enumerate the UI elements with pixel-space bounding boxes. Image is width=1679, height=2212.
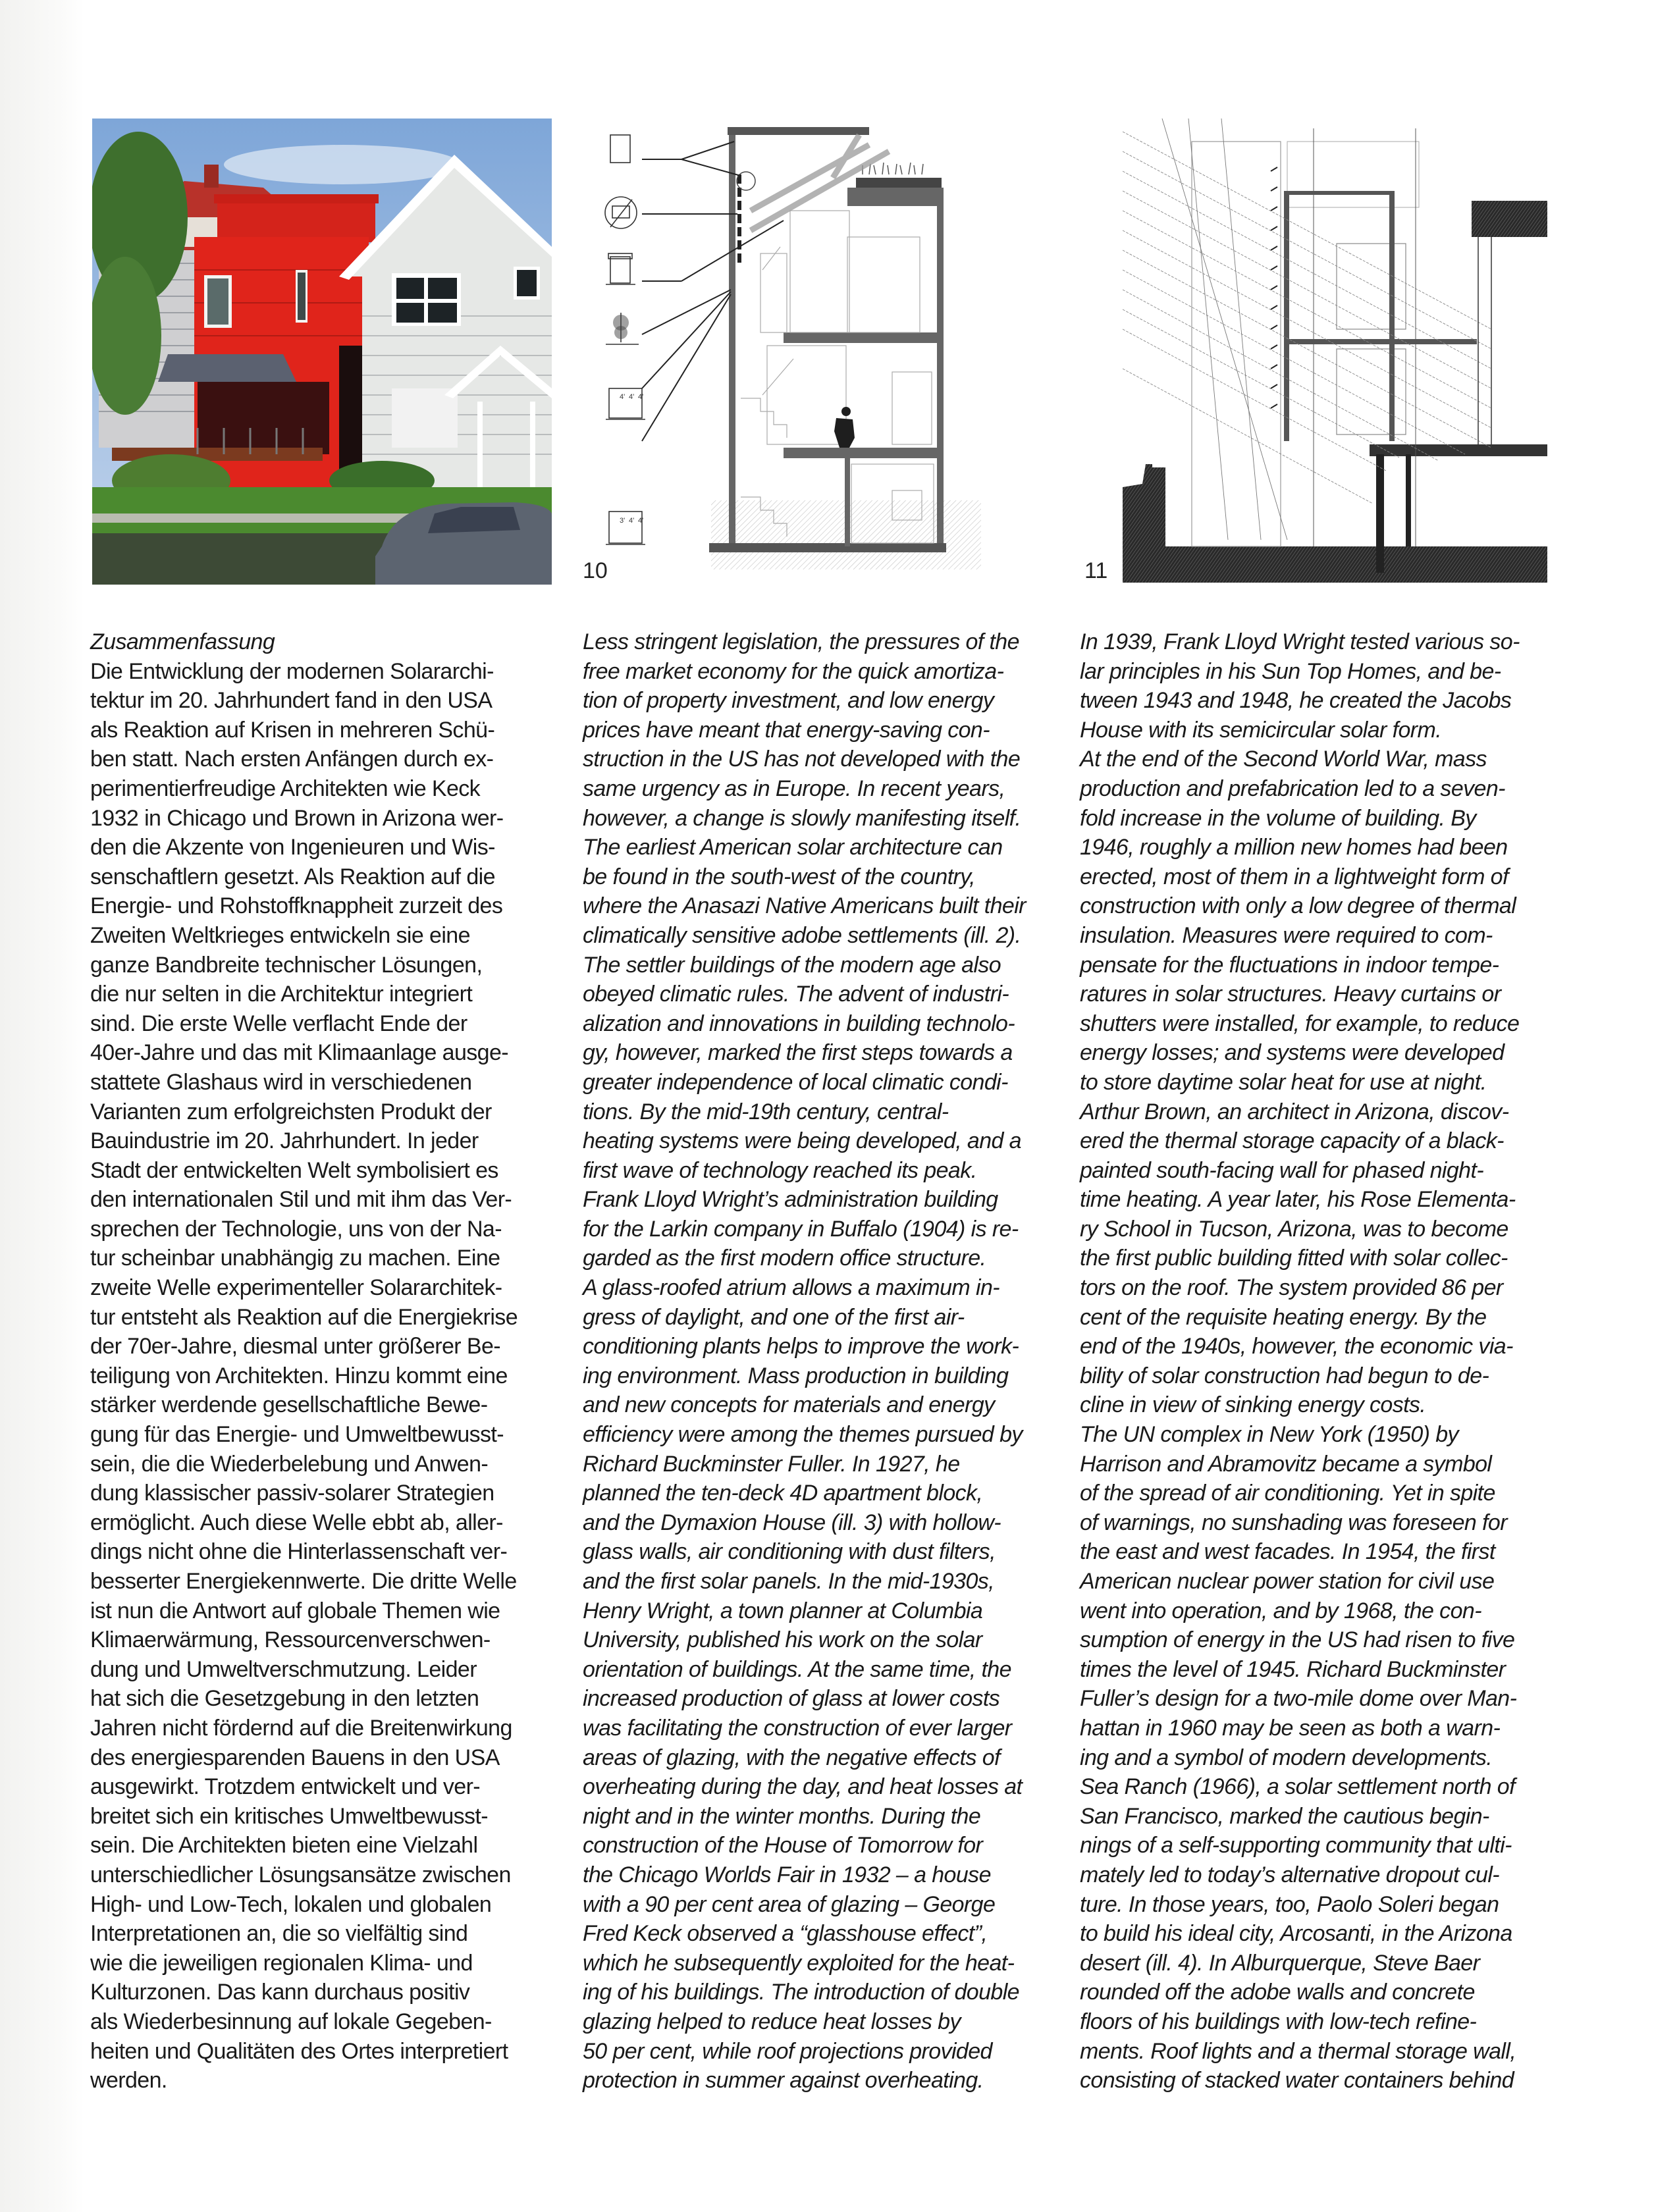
text-line: erected, most of them in a lightweight form of: [1080, 864, 1508, 889]
text-line: same urgency as in Europe. In recent years,: [583, 776, 1005, 801]
text-line: die nur selten in die Architektur integriert: [90, 982, 473, 1007]
text-line: shutters were installed, for example, to reduce: [1080, 1011, 1520, 1036]
text-line: climatically sensitive adobe settlements (ill. 2).: [583, 922, 1021, 948]
text-line: pensate for the fluctuations in indoor tempe-: [1080, 952, 1499, 978]
text-line: time heating. A year later, his Rose Elementa-: [1080, 1187, 1516, 1213]
text-line: energy losses; and systems were developed: [1080, 1040, 1505, 1066]
text-line: protection in summer against overheating.: [583, 2068, 984, 2094]
text-line: conditioning plants helps to improve the work-: [583, 1334, 1019, 1359]
text-line: construction of the House of Tomorrow for: [583, 1833, 983, 1858]
text-line: sprechen der Technologie, uns von der Na-: [90, 1216, 502, 1242]
text-line: greater independence of local climatic condi-: [583, 1069, 1008, 1095]
figure-number-10: 10: [583, 558, 608, 583]
text-line: sumption of energy in the US had risen to five: [1080, 1627, 1515, 1653]
text-line: lar principles in his Sun Top Homes, and be-: [1080, 658, 1501, 684]
text-line: glass walls, air conditioning with dust filters,: [583, 1539, 996, 1565]
text-line: American nuclear power station for civil use: [1080, 1569, 1495, 1594]
text-line: als Reaktion auf Krisen in mehreren Schü-: [90, 717, 495, 743]
text-line: heiten und Qualitäten des Ortes interpretiert: [90, 2038, 508, 2064]
text-line: teiligung von Architekten. Hinzu kommt eine: [90, 1363, 508, 1388]
text-line: of warnings, no sunshading was foreseen for: [1080, 1510, 1507, 1535]
text-line: At the end of the Second World War, mass: [1080, 747, 1487, 772]
text-line: als Wiederbesinnung auf lokale Gegeben-: [90, 2009, 492, 2034]
text-line: garded as the first modern office structure.: [583, 1246, 986, 1271]
text-line: Energie- und Rohstoffknappheit zurzeit des: [90, 893, 503, 919]
text-line: free market economy for the quick amortiza-: [583, 658, 1004, 684]
text-line: orientation of buildings. At the same time, the: [583, 1656, 1011, 1682]
text-line: Bauindustrie im 20. Jahrhundert. In jeder: [90, 1128, 479, 1154]
text-line: hat sich die Gesetzgebung in den letzten: [90, 1686, 479, 1712]
text-line: ered the thermal storage capacity of a black-: [1080, 1128, 1504, 1154]
text-line: senschaftlern gesetzt. Als Reaktion auf die: [90, 864, 495, 889]
text-line: den internationalen Stil und mit ihm das Ver-: [90, 1187, 512, 1213]
house-section-illustration: [602, 122, 1086, 586]
text-line: In 1939, Frank Lloyd Wright tested various so-: [1080, 629, 1520, 654]
text-line: heating systems were being developed, and a: [583, 1128, 1021, 1154]
text-line: was facilitating the construction of ever larger: [583, 1715, 1012, 1741]
scan-edge-shading: [0, 0, 84, 2212]
text-line: areas of glazing, with the negative effects of: [583, 1745, 1000, 1770]
text-line: werden.: [90, 2068, 167, 2094]
text-line: San Francisco, marked the cautious begin-: [1080, 1803, 1489, 1829]
text-line: times the level of 1945. Richard Buckminster: [1080, 1656, 1506, 1682]
text-line: construction with only a low degree of thermal: [1080, 893, 1516, 919]
text-line: night and in the winter months. During the: [583, 1803, 981, 1829]
fig10-dim-bottom-1: 3': [620, 517, 626, 525]
text-line: gy, however, marked the first steps towards a: [583, 1040, 1013, 1066]
text-line: bility of solar construction had begun to de-: [1080, 1363, 1489, 1388]
text-line: sein, die die Wiederbelebung und Anwen-: [90, 1451, 489, 1477]
text-line: consisting of stacked water containers behind: [1080, 2068, 1514, 2094]
text-line: Less stringent legislation, the pressures of the: [583, 629, 1019, 654]
text-line: rounded off the adobe walls and concrete: [1080, 1980, 1475, 2005]
text-line: ing environment. Mass production in building: [583, 1363, 1009, 1388]
building-section-illustration: [1123, 118, 1547, 586]
text-line: gung für das Energie- und Umweltbewusst-: [90, 1422, 504, 1448]
text-line: the first public building fitted with solar collec-: [1080, 1246, 1508, 1271]
text-line: insulation. Measures were required to com-: [1080, 922, 1493, 948]
text-line: first wave of technology reached its peak.: [583, 1157, 977, 1183]
text-line: struction in the US has not developed with the: [583, 747, 1021, 772]
text-line: tween 1943 and 1948, he created the Jacobs: [1080, 688, 1512, 714]
text-line: painted south-facing wall for phased night-: [1080, 1157, 1484, 1183]
text-line: The earliest American solar architecture can: [583, 835, 1003, 860]
text-line: tur scheinbar unabhängig zu machen. Eine: [90, 1246, 500, 1271]
text-line: ing and a symbol of modern developments.: [1080, 1745, 1493, 1770]
houses-photo: [92, 118, 552, 585]
text-line: wie die jeweiligen regionalen Klima- und: [90, 1950, 473, 1976]
text-line: Fred Keck observed a “glasshouse effect”,: [583, 1921, 988, 1947]
text-line: 40er-Jahre und das mit Klimaanlage ausge-: [90, 1040, 508, 1066]
text-line: Interpretationen an, die so vielfältig sind: [90, 1921, 468, 1947]
text-line: glazing helped to reduce heat losses by: [583, 2009, 961, 2034]
text-line: and the first solar panels. In the mid-1930s,: [583, 1569, 995, 1594]
text-line: cent of the requisite heating energy. By the: [1080, 1304, 1487, 1330]
text-line: The settler buildings of the modern age also: [583, 952, 1001, 978]
text-line: and the Dymaxion House (ill. 3) with hollow-: [583, 1510, 1001, 1535]
text-line: of the spread of air conditioning. Yet in spite: [1080, 1481, 1495, 1506]
text-line: Frank Lloyd Wright’s administration building: [583, 1187, 998, 1213]
text-line: ben statt. Nach ersten Anfängen durch ex-: [90, 747, 494, 772]
text-line: tion of property investment, and low energy: [583, 688, 994, 714]
text-line: which he subsequently exploited for the heat-: [583, 1950, 1015, 1976]
fig10-dim-bottom-2: 4': [629, 517, 635, 525]
summary-column-german: [90, 627, 558, 2095]
text-line: 1932 in Chicago und Brown in Arizona wer-: [90, 805, 504, 831]
text-line: unterschiedlicher Lösungsansätze zwischen: [90, 1862, 511, 1887]
text-line: ermöglicht. Auch diese Welle ebbt ab, aller-: [90, 1510, 503, 1535]
text-line: dung klassischer passiv-solarer Strategien: [90, 1481, 494, 1506]
text-line: ry School in Tucson, Arizona, was to become: [1080, 1216, 1508, 1242]
text-line: be found in the south-west of the country,: [583, 864, 975, 889]
text-line: mately led to today’s alternative dropout cul-: [1080, 1862, 1500, 1887]
text-line: hattan in 1960 may be seen as both a warn-: [1080, 1715, 1501, 1741]
text-line: Jahren nicht fördernd auf die Breitenwirkung: [90, 1715, 512, 1741]
right-body: [1080, 627, 1547, 2095]
text-line: nings of a self-supporting community that ulti-: [1080, 1833, 1512, 1858]
text-line: sein. Die Architekten bieten eine Vielzahl: [90, 1833, 478, 1858]
text-line: High- und Low-Tech, lokalen und globalen: [90, 1891, 492, 1917]
text-line: Kulturzonen. Das kann durchaus positiv: [90, 1980, 470, 2005]
text-line: breitet sich ein kritisches Umweltbewusst-: [90, 1803, 488, 1829]
text-line: ganze Bandbreite technischer Lösungen,: [90, 952, 483, 978]
text-line: for the Larkin company in Buffalo (1904) is re-: [583, 1216, 1019, 1242]
text-line: dings nicht ohne die Hinterlassenschaft ver-: [90, 1539, 508, 1565]
text-line: Varianten zum erfolgreichsten Produkt der: [90, 1099, 492, 1124]
text-line: ments. Roof lights and a thermal storage wall,: [1080, 2038, 1516, 2064]
text-line: the Chicago Worlds Fair in 1932 – a house: [583, 1862, 991, 1887]
text-line: Harrison and Abramovitz became a symbol: [1080, 1451, 1492, 1477]
text-line: 1946, roughly a million new homes had been: [1080, 835, 1508, 860]
text-line: Stadt der entwickelten Welt symbolisiert es: [90, 1157, 498, 1183]
houses-photo-illustration: [92, 118, 552, 585]
body-column-middle: [583, 627, 1050, 2095]
text-line: tektur im 20. Jahrhundert fand in den USA: [90, 688, 493, 714]
text-line: went into operation, and by 1968, the con-: [1080, 1598, 1481, 1623]
text-line: the east and west facades. In 1954, the first: [1080, 1539, 1495, 1565]
text-line: to store daytime solar heat for use at night.: [1080, 1069, 1487, 1095]
text-line: where the Anasazi Native Americans built their: [583, 893, 1026, 919]
text-line: ing of his buildings. The introduction of double: [583, 1980, 1019, 2005]
text-line: Fuller’s design for a two-mile dome over Man-: [1080, 1686, 1517, 1712]
text-line: A glass-roofed atrium allows a maximum in-: [583, 1275, 999, 1301]
text-line: University, published his work on the solar: [583, 1627, 982, 1653]
text-line: gress of daylight, and one of the first air-: [583, 1304, 965, 1330]
text-line: end of the 1940s, however, the economic via-: [1080, 1334, 1513, 1359]
house-section-drawing: [602, 122, 1086, 586]
summary-body: [90, 657, 558, 2095]
text-line: ausgewirkt. Trotzdem entwickelt und ver-: [90, 1774, 481, 1800]
building-section-drawing: [1123, 118, 1547, 586]
text-line: The UN complex in New York (1950) by: [1080, 1422, 1458, 1448]
text-line: der 70er-Jahre, diesmal unter größerer Be-: [90, 1334, 500, 1359]
figure-number-11: 11: [1084, 558, 1108, 583]
text-line: Richard Buckminster Fuller. In 1927, he: [583, 1451, 960, 1477]
text-line: Henry Wright, a town planner at Columbia: [583, 1598, 983, 1623]
text-line: floors of his buildings with low-tech refine-: [1080, 2009, 1477, 2034]
middle-body: [583, 627, 1050, 2095]
text-line: prices have meant that energy-saving con-: [583, 717, 990, 743]
text-line: perimentierfreudige Architekten wie Keck: [90, 776, 481, 801]
text-line: increased production of glass at lower costs: [583, 1686, 1000, 1712]
fig10-dim-top-2: 4': [629, 393, 635, 401]
text-line: stattete Glashaus wird in verschiedenen: [90, 1069, 472, 1095]
text-line: and new concepts for materials and energy: [583, 1392, 995, 1418]
text-line: des energiesparenden Bauens in den USA: [90, 1745, 500, 1770]
text-line: ture. In those years, too, Paolo Soleri began: [1080, 1891, 1499, 1917]
text-line: dung und Umweltverschmutzung. Leider: [90, 1656, 477, 1682]
text-line: Sea Ranch (1966), a solar settlement north of: [1080, 1774, 1515, 1800]
text-line: fold increase in the volume of building. By: [1080, 805, 1476, 831]
text-line: desert (ill. 4). In Alburquerque, Steve Baer: [1080, 1950, 1480, 1976]
text-line: ratures in solar structures. Heavy curtains or: [1080, 982, 1501, 1007]
text-line: zweite Welle experimenteller Solararchitek-: [90, 1275, 502, 1301]
text-line: sind. Die erste Welle verflacht Ende der: [90, 1011, 467, 1036]
text-line: Arthur Brown, an architect in Arizona, discov-: [1080, 1099, 1509, 1124]
fig10-dim-bottom-3: 4': [638, 517, 644, 525]
text-line: den die Akzente von Ingenieuren und Wis-: [90, 835, 495, 860]
text-line: cline in view of sinking energy costs.: [1080, 1392, 1426, 1418]
fig10-dim-top-3: 4': [638, 393, 644, 401]
text-line: tions. By the mid-19th century, central-: [583, 1099, 949, 1124]
text-line: production and prefabrication led to a seven-: [1080, 776, 1505, 801]
text-line: 50 per cent, while roof projections provided: [583, 2038, 992, 2064]
text-line: efficiency were among the themes pursued by: [583, 1422, 1023, 1448]
text-line: planned the ten-deck 4D apartment block,: [583, 1481, 983, 1506]
body-column-right: [1080, 627, 1547, 2095]
text-line: tors on the roof. The system provided 86 per: [1080, 1275, 1503, 1301]
text-line: to build his ideal city, Arcosanti, in the Arizona: [1080, 1921, 1512, 1947]
text-line: House with its semicircular solar form.: [1080, 717, 1442, 743]
text-line: overheating during the day, and heat losses at: [583, 1774, 1023, 1800]
text-line: besserter Energiekennwerte. Die dritte Welle: [90, 1569, 517, 1594]
text-line: ist nun die Antwort auf globale Themen wie: [90, 1598, 500, 1623]
text-line: alization and innovations in building technolo-: [583, 1011, 1015, 1036]
summary-heading: Zusammenfassung: [90, 629, 275, 654]
text-line: tur entsteht als Reaktion auf die Energiekrise: [90, 1304, 518, 1330]
text-line: Zweiten Weltkrieges entwickeln sie eine: [90, 922, 470, 948]
text-line: stärker werdende gesellschaftliche Bewe-: [90, 1392, 488, 1418]
fig10-dim-top-1: 4': [620, 393, 626, 401]
text-line: with a 90 per cent area of glazing – George: [583, 1891, 996, 1917]
text-line: obeyed climatic rules. The advent of industri-: [583, 982, 1009, 1007]
text-line: Die Entwicklung der modernen Solararchi-: [90, 658, 494, 684]
text-line: however, a change is slowly manifesting itself.: [583, 805, 1021, 831]
text-line: Klimaerwärmung, Ressourcenverschwen-: [90, 1627, 491, 1653]
